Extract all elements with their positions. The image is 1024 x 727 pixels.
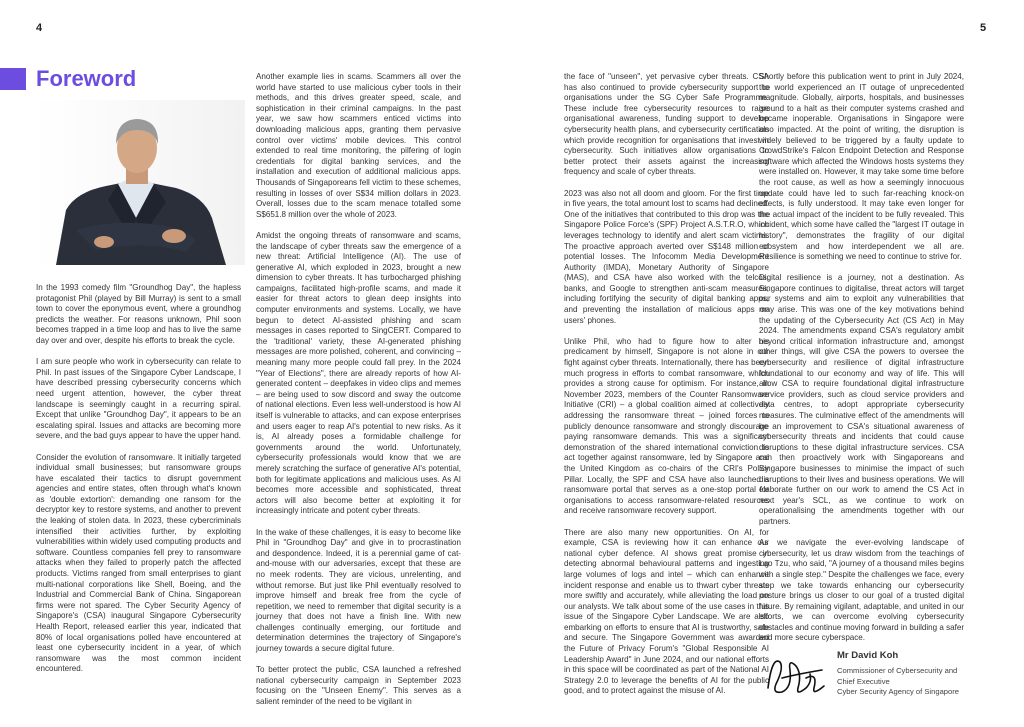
paragraph: Another example lies in scams. Scammers all over the world have started to use malicious cyber tools in their methods, and this drives greater speed, scale, and sophistication in their criminal campaigns. In the past year, we saw how scammers enticed victims into downloading malicious apps, granting them pervasive control over victims' mobile devices. This control extended to real time monitoring, the pilfering of login credentials for digital banking services, and the installation and execution of additional malicious apps. Thousands of Singaporeans fell victim to these schemes, resulting in losses of over S$34 million dollars in 2023. Overall, losses due to the scam menace totalled some S$651.8 million over the whole of 2023. bbox=[256, 72, 461, 219]
paragraph: Unlike Phil, who had to figure how to alter his predicament by himself, Singapore is not alone in our fight against cyber threats. Internationally, there has been much progress in efforts to combat ransomware, which provides a strong cause for optimism. For instance, in November 2023, members of the Counter Ransomware Initiative (CRI) – a global coalition aimed at collectively addressing the ransomware threat – joined forces to publicly denounce ransomware and strongly discourage paying ransomware demands. This was a significant demonstration of the shared international conviction to act together against ransomware, led by Singapore and the United Kingdom as co-chairs of the CRI's Policy Pillar. Locally, the SPF and CSA have also launched a ransomware portal that serves as a one-stop portal for organisations to access ransomware-related resources and receive ransomware recovery support. bbox=[564, 336, 769, 516]
paragraph: As we navigate the ever-evolving landscape of cybersecurity, let us draw wisdom from the teachings of Lao Tzu, who said, "A journey of a thousand miles begins with a single step." Despite the challenges we face, every step we take towards enhancing our cybersecurity posture brings us closer to our goal of a trusted digital future. By remaining vigilant, adaptable, and united in our efforts, we can overcome evolving cybersecurity obstacles and continue moving forward in building a safer and more secure cyberspace. bbox=[759, 538, 964, 643]
text-column-2 bbox=[256, 72, 461, 718]
paragraph: Consider the evolution of ransomware. It initially targeted individual small businesses; but ransomware groups have escalated their tactics to disrupt government agencies and entire states, often through what's known as 'double extortion': demanding one ransom for the decryptor key to restore systems, and another to prevent the leaking of stolen data. In 2023, these cybercriminals intensified their activities further, by exploiting vulnerabilities within widely used computing products and software. Countless companies fell prey to ransomware attacks when they failed to properly patch the affected products. Victims ranged from small enterprises to giant multi-national corporations like Shell, Boeing, and the Industrial and Commercial Bank of China. Singaporean firms were not spared. The Cyber Security Agency of Singapore's (CSA) inaugural Singapore Cybersecurity Health Report, released earlier this year, indicated that 80% of local organisations polled have encountered at least one cybersecurity incident in a year, of which ransomware was the most common incident encountered. bbox=[36, 452, 241, 674]
paragraph: Digital resilience is a journey, not a destination. As Singapore continues to digitalise, threat actors will target our systems and aim to exploit any vulnerabilities that may arise. This was one of the key motivations behind the updating of the Cybersecurity Act (CS Act) in May 2024. The amendments expand CSA's regulatory ambit beyond critical information infrastructure and, amongst other things, will give CSA the powers to oversee the cybersecurity and resilience of digital infrastructure foundational to our economy and way of life. This will allow CSA to require foundational digital infrastructure service providers, such as cloud service providers and data centres, to adopt appropriate cybersecurity measures. The culminative effect of the amendments will be an improvement to CSA's situational awareness of cybersecurity threats and incidents that could cause disruptions to these digital infrastructure services. CSA can then proactively work with Singaporeans and Singapore businesses to minimise the impact of such disruptions to their lives and business operations. We will elaborate further on our work to amend the CS Act in next year's SCL, as we continue to work on operationalising the amendments together with our partners. bbox=[759, 273, 964, 526]
portrait-photo bbox=[36, 100, 245, 265]
title-accent-bar bbox=[0, 68, 26, 90]
handwritten-signature bbox=[762, 648, 832, 702]
text-column-4 bbox=[759, 72, 964, 655]
text-column-3 bbox=[564, 72, 769, 708]
paragraph: the face of "unseen", yet pervasive cyber threats. CSA has also continued to provide cybersecurity support to organisations under the SG Cyber Safe Programme. These include free cybersecurity resources to raise organisational awareness, funding support to develop cybersecurity health plans, and cybersecurity certification which provide recognition for organisations that invest in cybersecurity. Such initiatives allow organisations to better protect their assets against the increasing frequency and scale of cyber threats. bbox=[564, 72, 769, 177]
signatory-role bbox=[837, 666, 997, 698]
signatory-name: Mr David Koh bbox=[837, 650, 899, 661]
page-number-left: 4 bbox=[36, 22, 43, 34]
paragraph: In the wake of these challenges, it is easy to become like Phil in "Groundhog Day" and give in to procrastination and despondence. Indeed, it is a perennial game of cat-and-mouse with our adversaries, except that these are no meek rodents. They are vicious, unrelenting, and without remorse. But just like Phil eventually resolved to improve himself and break free from the cycle of repetition, we need to remember that digital security is a journey that does not have a finish line. With new challenges continually emerging, our fortitude and determination determines the trajectory of Singapore's journey towards a secure digital future. bbox=[256, 527, 461, 654]
text-column-1 bbox=[36, 283, 241, 686]
paragraph: In the 1993 comedy film "Groundhog Day", the hapless protagonist Phil (played by Bill Murray) is sent to a small town to cover the eponymous event, where a groundhog predicts the weather. For reasons unknown, Phil soon becomes trapped in a time loop and has to live the same day over and over, despite his efforts to break the cycle. bbox=[36, 283, 241, 345]
paragraph: I am sure people who work in cybersecurity can relate to Phil. In past issues of the Singapore Cyber Landscape, I have described pressing cybersecurity concerns which need urgent attention, however, the cyber threat landscape is seemingly caught in a recurring spiral. Except that unlike "Groundhog Day", it appears to be an escalating spiral. Issues and attacks are becoming more severe, and the bad guys appear to have the upper hand. bbox=[36, 357, 241, 441]
page-number-right: 5 bbox=[980, 22, 987, 34]
signatory-role-line: Cyber Security Agency of Singapore bbox=[837, 687, 959, 696]
signatory-role-line: Chief Executive bbox=[837, 676, 890, 686]
signatory-role-line: Commissioner of Cybersecurity and bbox=[837, 666, 958, 675]
paragraph: 2023 was also not all doom and gloom. For the first time in five years, the total amount lost to scams had declined. One of the initiatives that contributed to this drop was the Singapore Police Force's (SPF) Project A.S.T.R.O, which leverages technology to identify and alert scam victims. The proactive approach averted over S$148 million of potential losses. The Infocomm Media Development Authority (IMDA), Monetary Authority of Singapore (MAS), and CSA have also worked with the telcos, banks, and Google to strengthen anti-scam measures, including fortifying the security of digital banking apps, and preventing the installation of malicious apps on users' phones. bbox=[564, 188, 769, 325]
page-title: Foreword bbox=[36, 66, 137, 91]
paragraph: To better protect the public, CSA launched a refreshed national cybersecurity campaign in September 2023 focusing on the "Unseen Enemy". This serves as a salient reminder of the need to be vigilant in bbox=[256, 665, 461, 707]
paragraph: Amidst the ongoing threats of ransomware and scams, the landscape of cyber threats saw the emergence of a new threat: Artificial Intelligence (AI). The use of generative AI, which exploded in 2023, brought a new dimension to cyber threats. It has turbocharged phishing campaigns, facilitated high-profile scams, and made it easier for threat actors to glean deep insights into computer environments and systems. Locally, we have begun to detect AI-assisted phishing and scam messages in cases reported to SingCERT. Compared to the 'traditional' variety, these AI-generated phishing messages are more polished, coherent, and convincing – meaning many more people could fall prey. In the 2024 "Year of Elections", there are already reports of how AI-generated content – deepfakes in video clips and memes – are being used to sow discord and sway the outcome of national elections. Even less well-understood is how AI itself is vulnerable to attacks, and can expose enterprises and users eager to reap AI's potential to new risks. As it is, AI already poses a formidable challenge for governments around the world. Unfortunately, cybersecurity professionals would know that we are merely scratching the surface of generative AI's potential, both for legitimate applications and malicious uses. As AI becomes more accessible and sophisticated, threat actors will also become better at exploiting it for increasingly intricate and potent cyber threats. bbox=[256, 230, 461, 516]
paragraph: There are also many new opportunities. On AI, for example, CSA is reviewing how it can enhance our national cyber defence. AI shows great promise in detecting abnormal behavioural patterns and ingesting large volumes of logs and intel – which can enhance incident response and enable us to thwart cyber threats more swiftly and accurately, while alleviating the load on our analysts. We talk about some of the use cases in this issue of the Singapore Cyber Landscape. We are also embarking on efforts to ensure that AI is trustworthy, safe and secure. The Singapore Government was awarded the Future of Privacy Forum's "Global Responsible AI Leadership Award" in June 2024, and our national efforts in this space will be coordinated as part of the National AI Strategy 2.0 to leverage the benefits of AI for the public good, and to protect against the misuse of AI. bbox=[564, 527, 769, 696]
paragraph: Shortly before this publication went to print in July 2024, the world experienced an IT outage of unprecedented magnitude. Globally, airports, hospitals, and businesses ground to a halt as their computer systems crashed and became inoperable. Organisations in Singapore were also impacted. At the point of writing, the disruption is widely believed to be triggered by a faulty update to CrowdStrike's Falcon Endpoint Detection and Response software which affected the Windows hosts systems they were installed on. However, it may take some time before the root cause, as well as how a seemingly innocuous update could have led to such far-reaching knock-on effects, is fully understood. It may take even longer for the actual impact of the incident to be fully revealed. This incident, which some have called the "largest IT outage in history", demonstrates the fragility of our digital ecosystem and how interdependent we all are. Resilience is something we need to continue to strive for. bbox=[759, 72, 964, 262]
